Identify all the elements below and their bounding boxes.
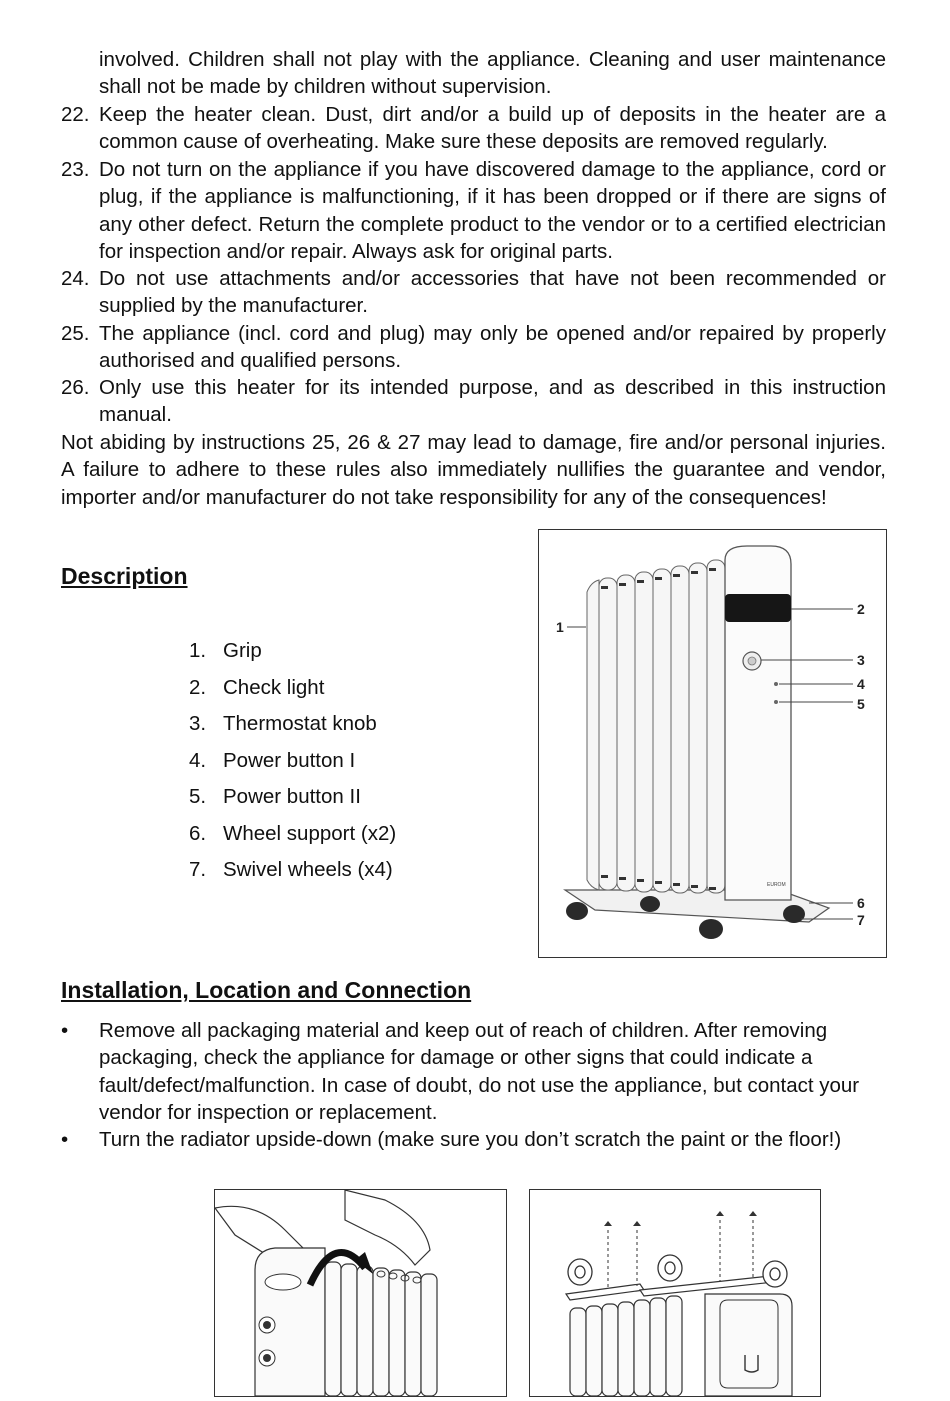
safety-item-23 [61,156,886,266]
list-item: 1. Grip [189,639,262,662]
list-item: 7. Swivel wheels (x4) [189,858,393,881]
installation-heading: Installation, Location and Connection [61,977,472,1003]
item-number: 23. [61,158,90,181]
bullet-text: Remove all packaging material and keep out of reach of children. After removing packaging, check the appliance for damage or other signs that could indicate a fault/defect/malfunction. In case of doubt, do not use the appliance, but contact your vendor for inspection or replacement. [99,1019,860,1125]
warning-paragraph: Not abiding by instructions 25, 26 & 27 may lead to damage, fire and/or personal injuries. A failure to adhere to these rules also immediately nullifies the guarantee and vendor, importer and/or manufacturer do not take responsibility for any of the consequences! [61,431,886,509]
installation-bullet-1 [61,1017,886,1127]
item-number: 26. [61,376,90,399]
item-number: 24. [61,267,90,290]
safety-item-25 [61,320,886,375]
item-text: Do not use attachments and/or accessories that have not been recommended or supplied by the manufacturer. [99,267,886,318]
flip-radiator-figure [214,1189,507,1397]
callout-5: 5 [857,696,865,712]
item-21-continuation: involved. Children shall not play with the appliance. Cleaning and user maintenance shall not be made by children without supervision. [99,48,886,99]
attach-wheels-figure [529,1189,821,1397]
safety-item-22 [61,101,886,156]
callout-6: 6 [857,895,865,911]
attach-wheels-illustration [530,1190,820,1396]
item-text: Do not turn on the appliance if you have discovered damage to the appliance, cord or plug, if the appliance is malfunctioning, if it has been dropped or if there are signs of any other defect. Return the complete product to the vendor or to a certified electrician for inspection and/or repair. Always ask for original parts. [99,158,886,264]
parts-list [189,636,396,892]
bullet-text: Turn the radiator upside-down (make sure you don’t scratch the paint or the floor!) [99,1128,842,1151]
list-item: 3. Thermostat knob [189,712,377,735]
item-number: 22. [61,103,90,126]
callout-3: 3 [857,652,865,668]
item-text: The appliance (incl. cord and plug) may only be opened and/or repaired by properly authorised and qualified persons. [99,322,886,373]
heater-illustration [539,530,886,957]
installation-bullet-2 [61,1126,886,1153]
list-item: 4. Power button I [189,748,356,772]
flip-radiator-illustration [215,1190,506,1396]
safety-item-24 [61,265,886,320]
bullet-mark: • [61,1128,69,1151]
callout-4: 4 [857,676,865,692]
heater-figure [538,529,887,958]
list-item: 2. Check light [189,675,325,699]
description-heading: Description [61,563,188,589]
list-item: 6. Wheel support (x2) [189,821,397,845]
callout-7: 7 [857,912,865,928]
safety-item-26 [61,374,886,429]
bullet-mark: • [61,1019,69,1042]
list-item: 5. Power button II [189,785,361,808]
brand-mark: EUROM [767,882,786,888]
item-text: Keep the heater clean. Dust, dirt and/or a build up of deposits in the heater are a common cause of overheating. Make sure these deposits are removed regularly. [99,103,886,154]
item-text: Only use this heater for its intended purpose, and as described in this instruction manual. [99,376,886,427]
callout-2: 2 [857,601,865,617]
item-number: 25. [61,322,90,345]
callout-1: 1 [556,619,564,635]
